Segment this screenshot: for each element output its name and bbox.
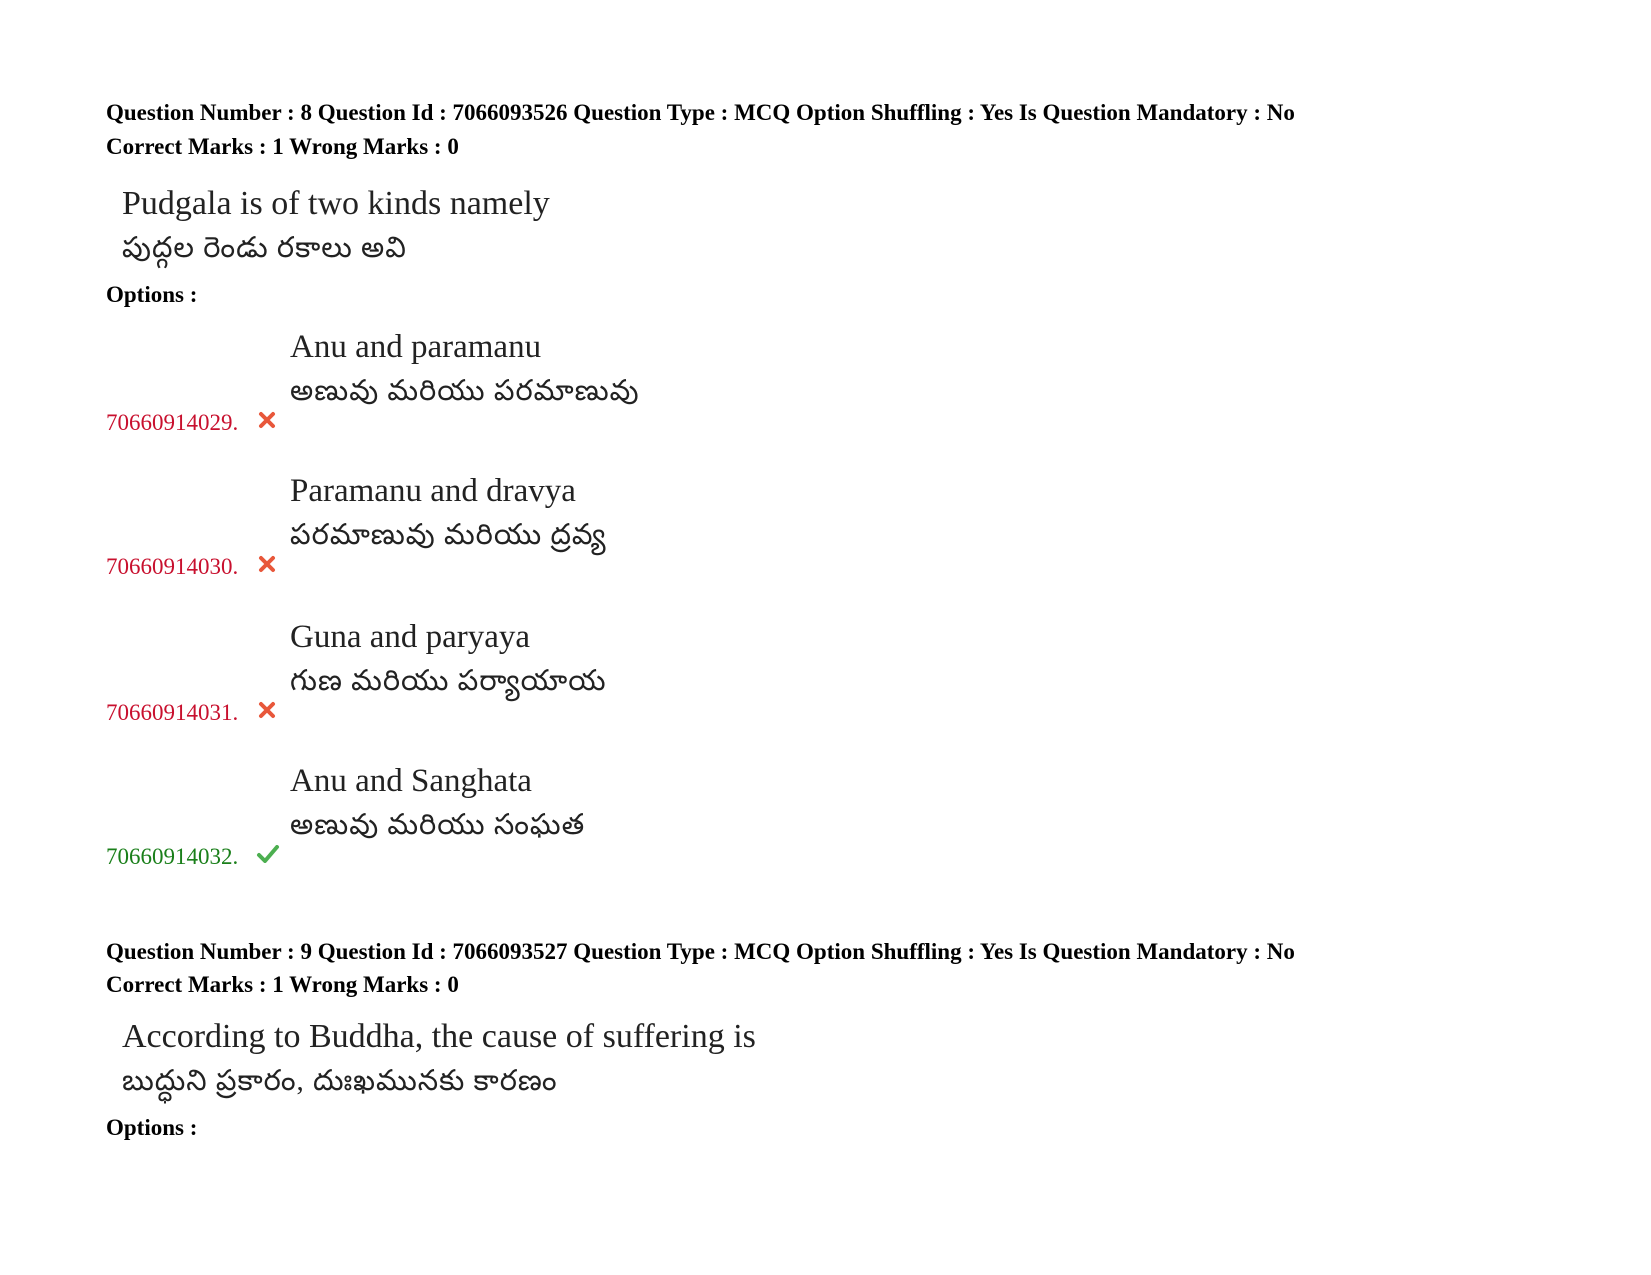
cross-icon [258, 411, 276, 429]
question-meta-line2: Correct Marks : 1 Wrong Marks : 0 [106, 972, 459, 997]
option-id: 70660914031. [106, 700, 239, 725]
option-text-te: అణువు మరియు సంఘత [290, 809, 586, 841]
options-label: Options : [106, 1115, 198, 1140]
question-meta-line1: Question Number : 8 Question Id : 7066093526 Question Type : MCQ Option Shuffling : Yes Is Question Mandatory : No [106, 100, 1295, 125]
question-text [122, 182, 550, 270]
option-70660914031 [0, 615, 1651, 735]
cross-icon [258, 701, 276, 719]
option-text [290, 325, 640, 413]
option-text [290, 615, 607, 703]
option-id: 70660914029. [106, 410, 239, 435]
question-text-te: బుద్ధుని ప్రకారం, దుఃఖమునకు కారణం [122, 1065, 558, 1097]
option-text-en: Guna and paryaya [290, 619, 531, 655]
option-text [290, 469, 607, 557]
question-text-en: According to Buddha, the cause of suffering is [122, 1018, 756, 1055]
option-text-en: Paramanu and dravya [290, 473, 576, 509]
option-70660914032 [0, 759, 1651, 879]
question-text-en: Pudgala is of two kinds namely [122, 185, 550, 222]
check-icon [256, 845, 280, 863]
option-70660914030 [0, 469, 1651, 589]
option-text-te: గుణ మరియు పర్యాయాయ [290, 665, 607, 697]
question-text [122, 1015, 756, 1103]
question-meta-line1: Question Number : 9 Question Id : 7066093527 Question Type : MCQ Option Shuffling : Yes Is Question Mandatory : No [106, 939, 1295, 964]
options-label: Options : [106, 282, 198, 307]
option-text-en: Anu and paramanu [290, 329, 542, 365]
option-id: 70660914032. [106, 844, 239, 869]
question-meta-line2: Correct Marks : 1 Wrong Marks : 0 [106, 134, 459, 159]
cross-icon [258, 555, 276, 573]
question-text-te: పుద్గల రెండు రకాలు అవి [122, 232, 407, 264]
option-text [290, 759, 585, 847]
option-id: 70660914030. [106, 554, 239, 579]
option-text-te: అణువు మరియు పరమాణువు [290, 375, 640, 407]
option-text-te: పరమాణువు మరియు ద్రవ్య [290, 519, 607, 551]
option-70660914029 [0, 325, 1651, 445]
option-text-en: Anu and Sanghata [290, 763, 532, 799]
